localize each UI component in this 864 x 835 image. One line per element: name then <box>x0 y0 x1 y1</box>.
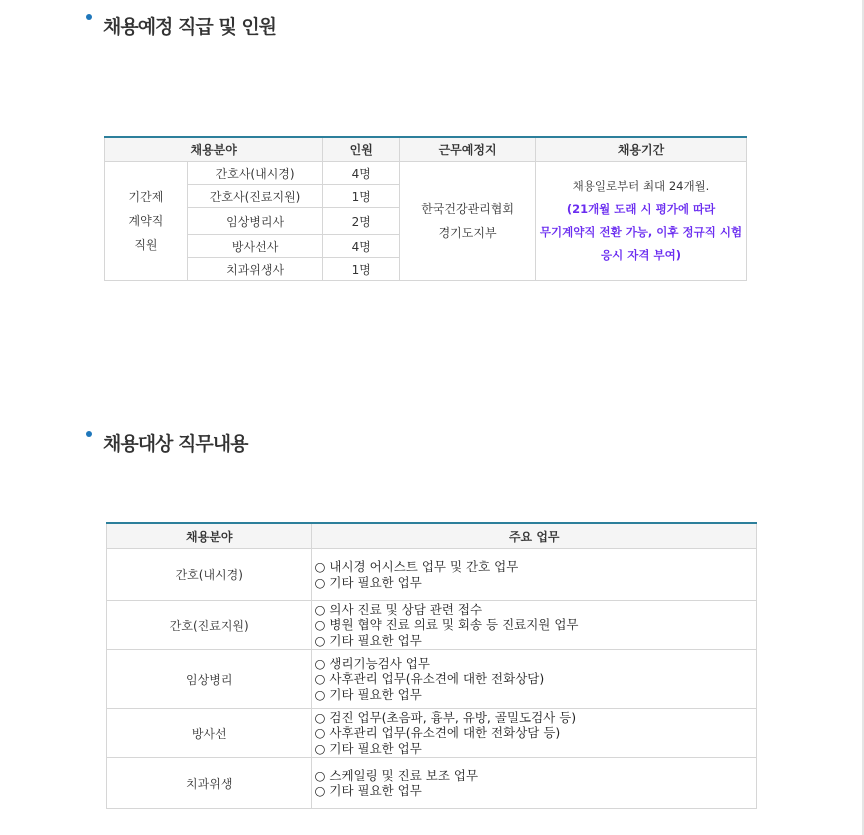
employment-type-line: 계약직 <box>128 214 164 228</box>
bullet-icon <box>86 14 92 20</box>
count-cell: 2명 <box>323 208 400 235</box>
period-note-line: (21개월 도래 시 평가에 따라 <box>566 202 716 216</box>
duties-table <box>106 522 757 809</box>
bullet-icon <box>86 431 92 437</box>
duty-cell <box>312 601 757 650</box>
count-cell: 4명 <box>323 162 400 185</box>
header-count: 인원 <box>323 137 400 162</box>
field-cell: 방사선 <box>107 709 312 758</box>
period-note-line: 응시 자격 부여) <box>601 248 681 262</box>
positions-table <box>104 136 747 281</box>
duty-line: ○ 사후관리 업무(유소견에 대한 전화상담) <box>314 671 545 687</box>
duty-line: ○ 검진 업무(초음파, 흉부, 유방, 골밀도검사 등) <box>314 709 577 725</box>
count-cell: 1명 <box>323 185 400 208</box>
period-cell <box>536 162 747 281</box>
employment-type-cell <box>105 162 188 281</box>
duty-line: ○ 내시경 어시스트 업무 및 간호 업무 <box>314 559 519 574</box>
field-cell: 치과위생 <box>107 758 312 809</box>
header-location: 근무예정지 <box>400 137 536 162</box>
duty-line: ○ 스케일링 및 진료 보조 업무 <box>314 767 479 783</box>
table-row <box>107 549 757 601</box>
table-row <box>107 709 757 758</box>
field-cell: 방사선사 <box>187 235 323 258</box>
table-row <box>107 758 757 809</box>
section-title-duties <box>86 429 247 456</box>
field-cell: 간호(진료지원) <box>107 601 312 650</box>
duty-line: ○ 생리기능검사 업무 <box>314 655 430 671</box>
location-cell <box>400 162 536 281</box>
table-row <box>107 601 757 650</box>
duty-cell <box>312 758 757 809</box>
duty-cell <box>312 709 757 758</box>
field-cell: 간호사(진료지원) <box>187 185 323 208</box>
location-line: 한국건강관리협회 <box>421 202 514 216</box>
location-line: 경기도지부 <box>438 226 497 240</box>
duty-line: ○ 기타 필요한 업무 <box>314 783 422 798</box>
duty-line: ○ 기타 필요한 업무 <box>314 632 422 648</box>
duty-cell <box>312 650 757 709</box>
header-field: 채용분야 <box>105 137 323 162</box>
employment-type-line: 기간제 <box>128 190 164 204</box>
section-heading: 채용대상 직무내용 <box>103 433 248 455</box>
duty-line: ○ 기타 필요한 업무 <box>314 686 422 702</box>
field-cell: 치과위생사 <box>187 258 323 281</box>
header-duties: 주요 업무 <box>312 523 757 549</box>
count-cell: 1명 <box>323 258 400 281</box>
field-cell: 간호사(내시경) <box>187 162 323 185</box>
employment-type-line: 직원 <box>134 238 158 252</box>
period-note-line: 무기계약직 전환 가능, 이후 정규직 시험 <box>539 225 743 239</box>
field-cell: 임상병리사 <box>187 208 323 235</box>
table-header-row <box>107 523 757 549</box>
duty-line: ○ 기타 필요한 업무 <box>314 574 422 590</box>
table-row <box>105 162 747 185</box>
duty-line: ○ 기타 필요한 업무 <box>314 740 422 756</box>
section-title-positions <box>86 12 276 39</box>
duty-line: ○ 병원 협약 진료 의료 및 회송 등 진료지원 업무 <box>314 617 579 633</box>
header-period: 채용기간 <box>536 137 747 162</box>
table-row <box>107 650 757 709</box>
count-cell: 4명 <box>323 235 400 258</box>
period-line: 채용일로부터 최대 24개월. <box>572 179 710 193</box>
field-cell: 간호(내시경) <box>107 549 312 601</box>
section-heading: 채용예정 직급 및 인원 <box>103 16 277 38</box>
header-field: 채용분야 <box>107 523 312 549</box>
table-header-row <box>105 137 747 162</box>
field-cell: 임상병리 <box>107 650 312 709</box>
duty-line: ○ 의사 진료 및 상담 관련 접수 <box>314 601 483 617</box>
duty-line: ○ 사후관리 업무(유소견에 대한 전화상담 등) <box>314 725 561 741</box>
duty-cell <box>312 549 757 601</box>
